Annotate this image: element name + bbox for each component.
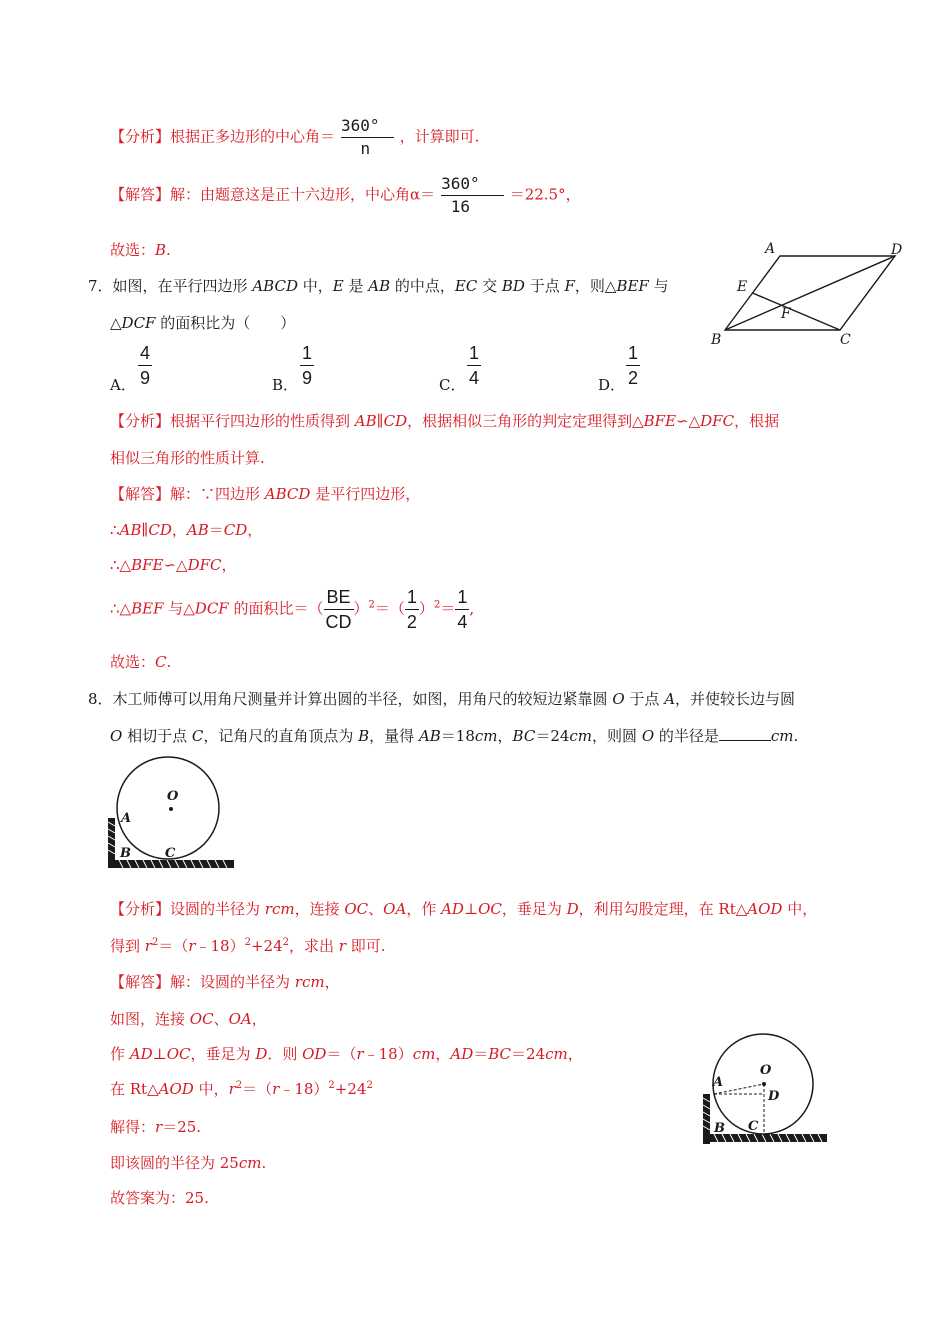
q8-text-line1: 8．木工师傅可以用角尺测量并计算出圆的半径，如图，用角尺的较短边紧靠圆 O 于点 A，并使较长边与圆 [88,690,796,708]
fraction: $\frac{360^\circ}{n}$ [341,118,394,157]
label-B: B [714,1121,725,1136]
q8-analysis-line1: 【分析】设圆的半径为 rcm，连接 OC、OA，作 AD⊥OC，垂足为 D，利用勾股定理，在 Rt△AOD 中， [110,900,818,918]
q8-solution-figure [700,1024,830,1148]
q7-choice: 故选：C. [110,653,172,671]
fraction: $\frac{1}{2}$ [406,587,417,632]
analysis-tag: 【分析】 [110,412,171,430]
q7-answer-line3: ∴△BFE∽△DFC， [110,556,237,574]
q7-text-line2: △DCF 的面积比为（ ） [110,314,296,332]
q7-answer-line2: ∴AB∥CD，AB＝CD， [110,521,263,539]
label-B: B [711,332,722,348]
analysis-tag: 【分析】 [110,900,171,918]
q8-circle-figure [105,756,237,872]
q8-answer-line7: 故答案为：25. [110,1189,209,1207]
q6-analysis: 【分析】根据正多边形的中心角＝ $\frac{360^\circ}{n}$ ，计算即可. [110,116,480,158]
q8-analysis-line2: 得到 $r^2=(r﹣18)^2+24^2$，求出 r 即可. [110,937,386,955]
try-square [703,1094,827,1144]
label-C: C [165,846,176,861]
fraction: $\frac{1}{9}$ [302,343,313,388]
q6-choice: 故选：B. [110,241,171,259]
question-number: 7． [88,277,113,295]
q7-answer-line4: ∴△BEF 与△DCF 的面积比＝（ $\frac{BE}{CD}$ ）$^2$＝（ $\frac{1}{2}$ ）$^2$＝ $\frac{1}{4}$ , [110,587,475,632]
q8-answer-line1: 【解答】解：设圆的半径为 rcm， [110,973,340,991]
q7-analysis-line1: 【分析】根据平行四边形的性质得到 AB∥CD，根据相似三角形的判定定理得到△BFE∽△DFC，根据 [110,412,780,430]
diagonal-BD [725,256,895,330]
fraction: $\frac{360^\circ}{16}$ [441,176,504,215]
q7-text-line1: 7．如图，在平行四边形 ABCD 中，E 是 AB 的中点，EC 交 BD 于点 F，则△BEF 与 [88,277,669,295]
fraction: $\frac{BE}{CD}$ [325,587,352,632]
label-A: A [765,241,776,257]
center-point [169,807,173,811]
label-O: O [167,789,179,804]
q8-answer-line3: 作 AD⊥OC，垂足为 D．则 OD＝（r﹣18）cm，AD＝BC＝24cm， [110,1045,583,1063]
label-D: D [891,242,903,258]
answer-blank[interactable] [719,726,771,741]
q8-answer-line4: 在 Rt△AOD 中，$r^2=(r﹣18)^2+24^2$ [110,1080,373,1098]
q6-answer: 【解答】解：由题意这是正十六边形，中心角α＝ $\frac{360^\circ}{16}$ ＝22.5°， [110,174,581,216]
label-A: A [121,811,132,826]
label-O: O [760,1063,772,1078]
answer-tag: 【解答】 [110,185,171,204]
q7-answer-line1: 【解答】解：∵四边形 ABCD 是平行四边形， [110,485,421,503]
fraction: $\frac{1}{2}$ [628,343,639,388]
fraction: $\frac{1}{4}$ [469,343,480,388]
q8-answer-line2: 如图，连接 OC、OA， [110,1010,267,1028]
circle-O [117,757,219,859]
fraction: $\frac{4}{9}$ [140,343,151,388]
center-point [762,1082,766,1086]
q7-analysis-line2: 相似三角形的性质计算. [110,449,265,467]
label-C: C [840,332,851,348]
q7-parallelogram-figure [705,240,910,350]
q8-text-line2: O 相切于点 C，记角尺的直角顶点为 B，量得 AB＝18cm，BC＝24cm，则圆 O 的半径是 cm. [110,727,799,745]
label-B: B [120,846,131,861]
fraction: $\frac{1}{4}$ [457,587,468,632]
answer-tag: 【解答】 [110,485,171,503]
label-C: C [748,1119,759,1134]
label-D: D [768,1089,780,1104]
label-A: A [713,1075,724,1090]
question-number: 8． [88,690,113,708]
label-E: E [737,279,748,295]
q8-answer-line5: 解得：r＝25. [110,1118,202,1136]
answer-tag: 【解答】 [110,973,171,991]
label-F: F [781,306,791,322]
q8-answer-line6: 即该圆的半径为 25cm. [110,1154,267,1172]
analysis-tag: 【分析】 [110,127,171,146]
